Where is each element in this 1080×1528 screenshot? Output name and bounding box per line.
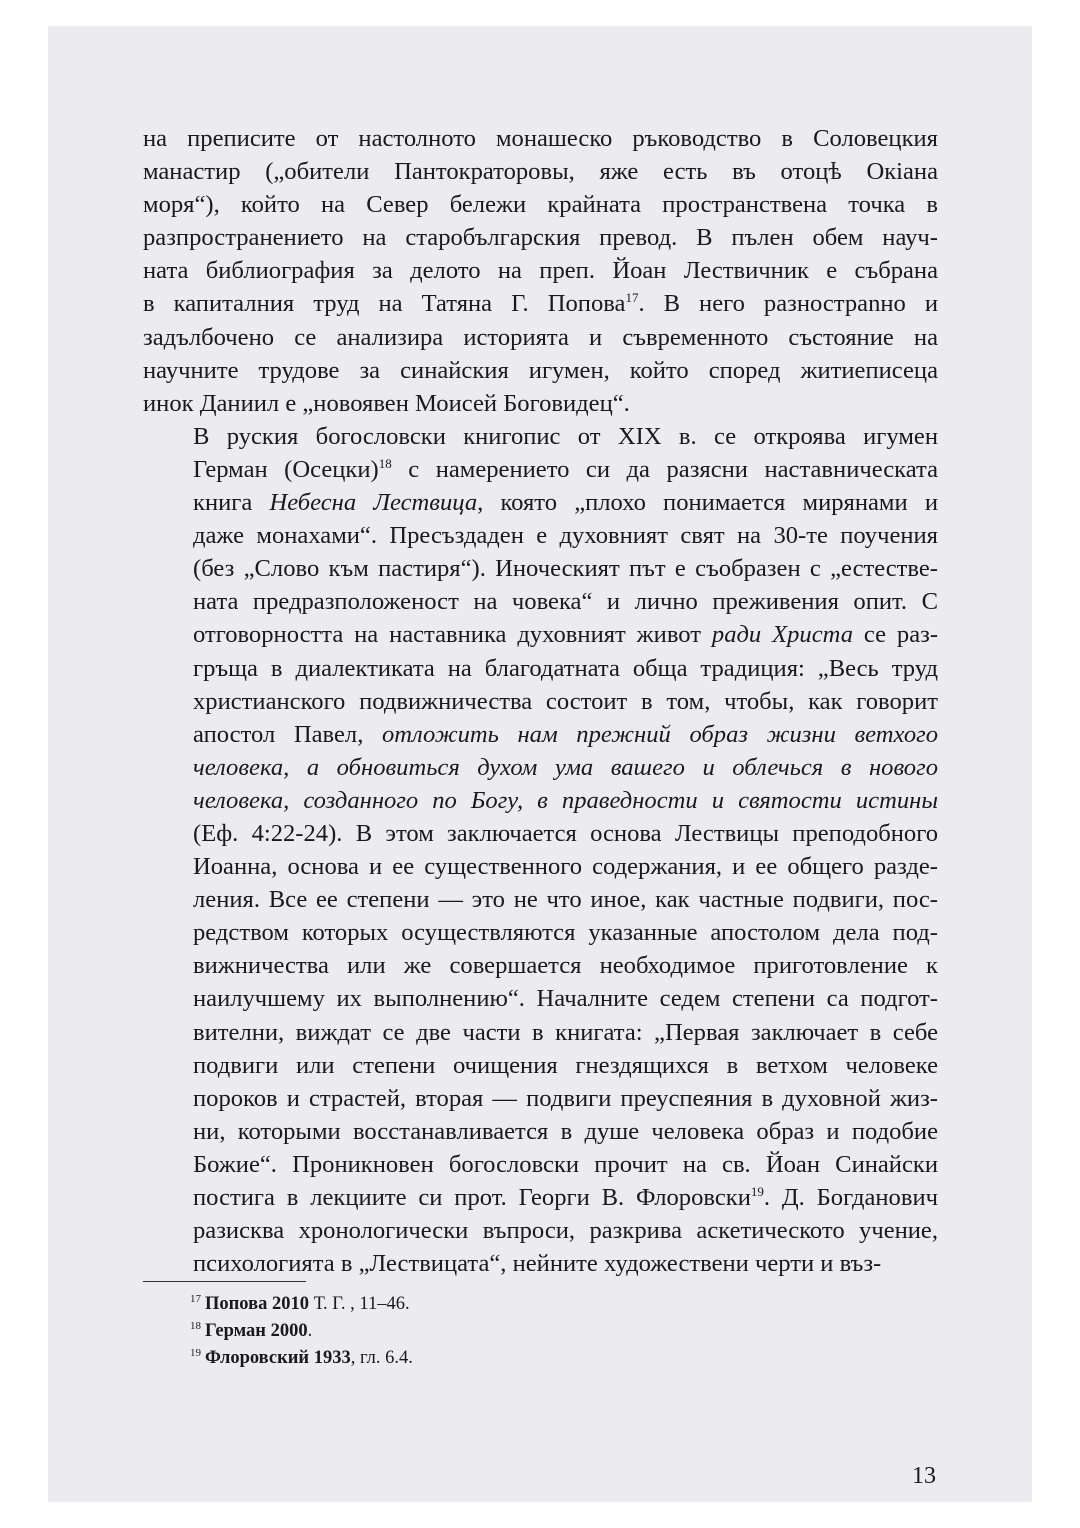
text-segment: (Еф. 4:22-24). В этом заключается основа Лествицы преподобного bbox=[193, 819, 938, 847]
italic-text: отложить нам прежний образ жизни ветхого bbox=[381, 720, 939, 748]
text-segment: ни, которыми восстанавливается в душе человека образ и подобие bbox=[193, 1117, 938, 1145]
text-segment: Иоанна, основа и ее существенного содержания, и ее общего разде- bbox=[193, 853, 938, 881]
text-segment: редством которых осуществляются указанные апостолом дела под- bbox=[193, 919, 938, 947]
text-line bbox=[143, 618, 938, 651]
text-line bbox=[143, 718, 938, 751]
text-line bbox=[143, 188, 938, 221]
paragraph bbox=[143, 420, 938, 1280]
text-segment: ната библиография за делото на преп. Йоан Лествичник е събрана bbox=[143, 257, 938, 285]
text-segment: вижничества или же совершается необходимое приготовление к bbox=[193, 952, 938, 980]
text-segment: Герман (Осецки) bbox=[193, 455, 379, 483]
text-segment: на преписите от настолното монашеско ръководство в Соловецкия bbox=[143, 125, 938, 152]
text-segment: пороков и страстей, вторая — подвиги преуспеяния в духовной жиз- bbox=[193, 1084, 938, 1112]
text-segment: . В него разнострanно и bbox=[638, 290, 938, 318]
text-line bbox=[143, 652, 938, 685]
text-segment: ната предразположеност на човека“ и лично преживения опит. С bbox=[193, 588, 938, 616]
text-line bbox=[143, 784, 938, 817]
text-line bbox=[143, 1247, 938, 1280]
text-line bbox=[143, 1016, 938, 1049]
text-segment: книга bbox=[193, 489, 270, 517]
text-segment: наилучшему их выполнению“. Началните седем степени са подгот- bbox=[193, 985, 938, 1013]
footnote bbox=[190, 1291, 413, 1318]
italic-text: человека, созданного по Богу, в праведности и святости истины bbox=[193, 786, 938, 814]
footnote-detail: . bbox=[307, 1321, 313, 1341]
text-line bbox=[143, 321, 938, 354]
text-segment: разпространението на старобългарския превод. В пълен обем науч- bbox=[143, 224, 938, 252]
text-segment: се раз- bbox=[853, 621, 939, 649]
text-line bbox=[143, 155, 938, 188]
text-line bbox=[143, 519, 938, 552]
text-segment: отговорността на наставника духовният живот bbox=[193, 621, 712, 649]
text-segment: психологията в „Лествицата“, нейните художествени черти и въз- bbox=[193, 1250, 882, 1278]
text-segment: ления. Все ее степени — это не что иное, как частные подвиги, пос- bbox=[193, 886, 938, 914]
text-line bbox=[143, 1049, 938, 1082]
text-segment: инок Даниил е „новоявен Моисей Боговидец“. bbox=[143, 389, 630, 417]
page-number: 13 bbox=[912, 1463, 936, 1489]
text-segment: разисква хронологически въпроси, разкрива аскетическото учение, bbox=[193, 1217, 938, 1245]
text-segment: подвиги или степени очищения гнездящихся в ветхом человеке bbox=[193, 1051, 938, 1079]
footnote-mark: 17 bbox=[190, 1292, 201, 1305]
text-line bbox=[143, 1181, 938, 1214]
text-line bbox=[143, 387, 938, 420]
text-line bbox=[143, 817, 938, 850]
footnote-reference: 19 bbox=[750, 1183, 764, 1199]
text-line bbox=[143, 552, 938, 585]
text-segment: . Д. Богданович bbox=[763, 1184, 938, 1211]
text-segment: манастир („обители Пантократоровы, яже есть въ отоцѣ Окіана bbox=[143, 158, 938, 186]
footnote-source: Попова 2010 bbox=[205, 1294, 309, 1314]
text-line bbox=[143, 1148, 938, 1181]
footnote-source: Флоровский 1933 bbox=[205, 1348, 351, 1368]
text-line bbox=[143, 982, 938, 1015]
footnote-detail: Т. Г. , 11–46. bbox=[308, 1294, 410, 1314]
footnote-mark: 19 bbox=[190, 1346, 201, 1359]
footnote bbox=[190, 1345, 413, 1372]
text-line bbox=[143, 751, 938, 784]
text-segment: христианского подвижничества состоит в том, чтобы, как говорит bbox=[193, 687, 938, 715]
text-line bbox=[143, 254, 938, 287]
italic-text: человека, а обновиться духом ума вашего и облечься в нового bbox=[193, 753, 938, 781]
text-line bbox=[143, 354, 938, 387]
footnote-detail: , гл. 6.4. bbox=[350, 1348, 413, 1368]
italic-text: Небесна Лествица, bbox=[269, 489, 484, 517]
text-segment: В руския богословски книгопис от XIX в. се откроява игумен bbox=[193, 422, 938, 450]
italic-text: ради Христа bbox=[711, 621, 853, 649]
text-line bbox=[143, 916, 938, 949]
footnote-reference: 17 bbox=[625, 290, 639, 306]
text-line bbox=[143, 850, 938, 883]
text-segment: гръща в диалектиката на благодатната обща традиция: „Весь труд bbox=[193, 654, 938, 682]
footnote-mark: 18 bbox=[190, 1319, 201, 1332]
text-line bbox=[143, 453, 938, 486]
text-segment: научните трудове за синайския игумен, който според житиеписеца bbox=[143, 356, 938, 384]
text-line bbox=[143, 486, 938, 519]
text-line bbox=[143, 1115, 938, 1148]
text-line bbox=[143, 883, 938, 916]
text-segment: моря“), който на Север бележи крайната пространствена точка в bbox=[143, 191, 938, 219]
footnote-source: Герман 2000 bbox=[205, 1321, 308, 1341]
text-segment: с намерението си да разясни наставническата bbox=[391, 455, 939, 483]
text-line bbox=[143, 221, 938, 254]
text-segment: вителни, виждат се две части в книгата: „Первая заключает в себе bbox=[193, 1018, 938, 1046]
text-segment: която „плохо понимается мирянами и bbox=[483, 489, 938, 517]
text-line bbox=[143, 1082, 938, 1115]
footnotes bbox=[190, 1291, 413, 1372]
footnote-reference: 18 bbox=[378, 455, 392, 471]
text-segment: даже монахами“. Пресъздаден е духовният свят на 30-те поучения bbox=[193, 522, 938, 550]
text-line bbox=[143, 287, 938, 320]
text-segment: постига в лекциите си прот. Георги В. Флоровски bbox=[193, 1184, 751, 1211]
text-line bbox=[143, 949, 938, 982]
text-line bbox=[143, 420, 938, 453]
text-segment: в капиталния труд на Татяна Г. Попова bbox=[143, 290, 626, 318]
text-segment: (без „Слово към пастиря“). Иноческият път е съобразен с „естестве- bbox=[193, 555, 938, 583]
footnote bbox=[190, 1318, 413, 1345]
paragraph bbox=[143, 122, 938, 420]
text-line bbox=[143, 122, 938, 155]
text-line bbox=[143, 685, 938, 718]
footnote-separator bbox=[143, 1281, 306, 1282]
text-line bbox=[143, 1214, 938, 1247]
text-line bbox=[143, 585, 938, 618]
text-segment: задълбочено се анализира историята и съвременното състояние на bbox=[143, 323, 938, 351]
text-segment: апостол Павел, bbox=[193, 720, 382, 748]
body-text bbox=[143, 122, 938, 1280]
text-segment: Божие“. Проникновен богословски прочит на св. Йоан Синайски bbox=[193, 1150, 938, 1178]
